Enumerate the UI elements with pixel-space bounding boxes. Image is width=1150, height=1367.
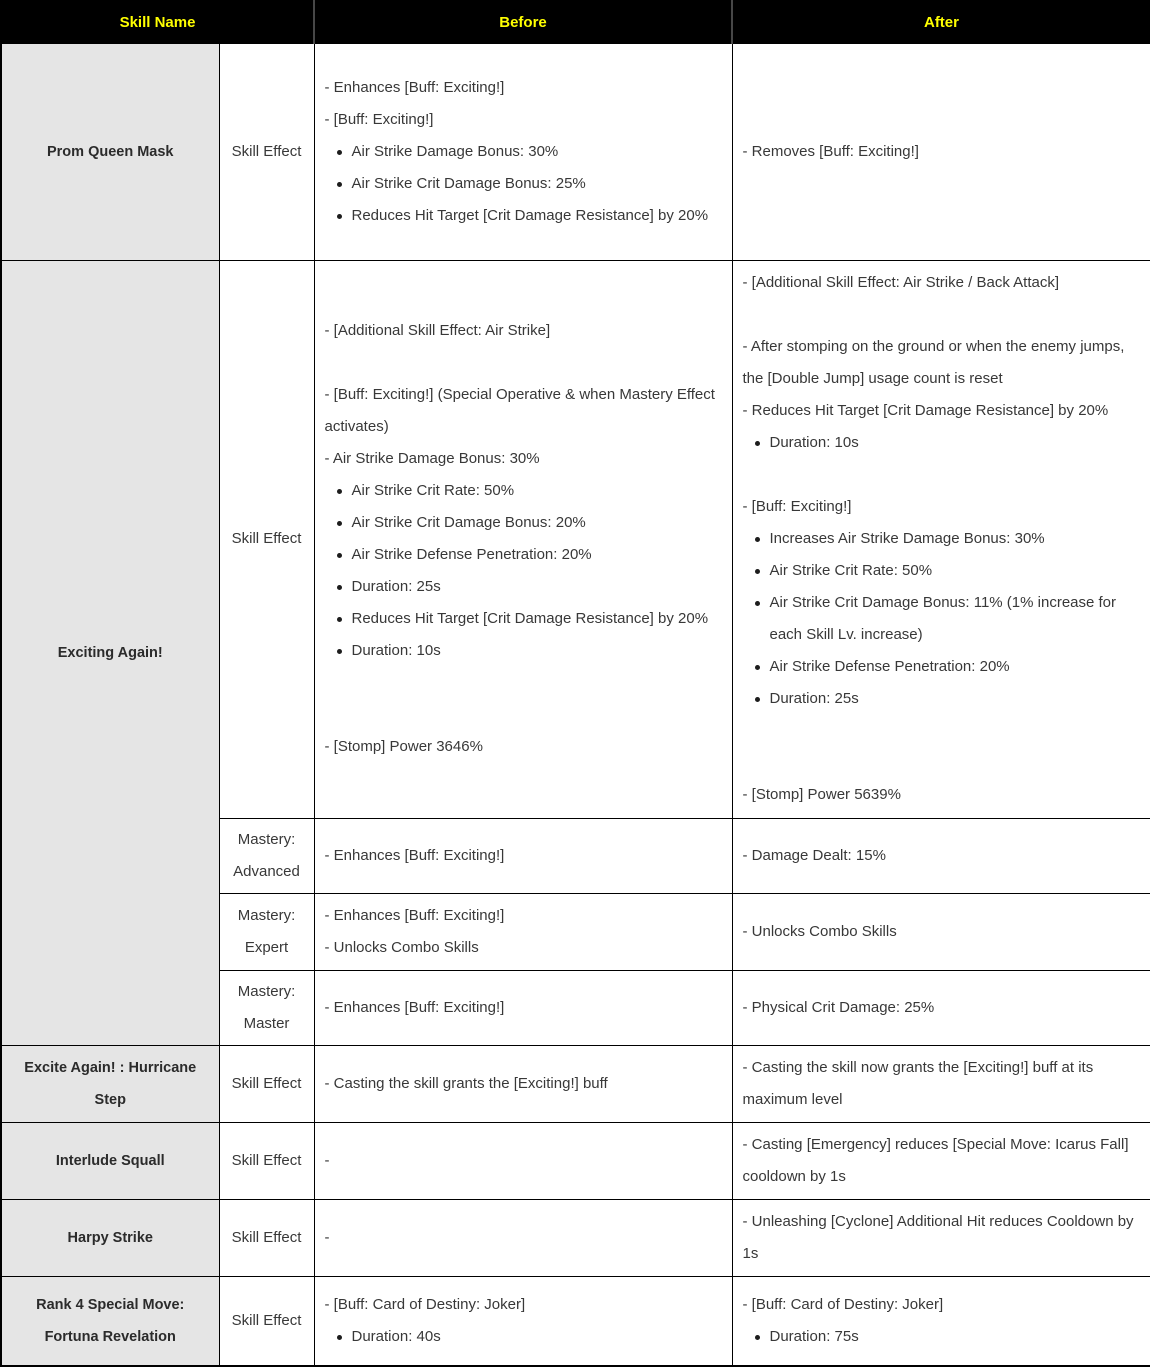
bullet-text: Air Strike Crit Rate: 50% [769,562,933,579]
bullet-text: Reduces Hit Target [Crit Damage Resistance] by 20% [351,206,709,224]
text-line: - [324,1151,330,1169]
text-line: - [Stomp] Power 3646% [324,738,483,755]
subrow-label-cell: Skill Effect [219,1199,314,1276]
before-cell [314,1276,732,1366]
table-row [1,1199,1150,1276]
bullet-text: Duration: 25s [769,690,859,707]
blank-line [743,299,1141,331]
bullet-item [743,683,1141,715]
text-line: - After stomping on the ground or when the enemy jumps, the [Double Jump] usage count is reset [742,338,1125,387]
skill-name-cell: Excite Again! : Hurricane Step [1,1045,219,1122]
bullet-item [325,475,722,507]
subrow-label-cell: Mastery: Expert [219,893,314,970]
bullet-item [325,1321,722,1353]
after-cell [732,1122,1150,1199]
subrow-label-cell: Mastery: Advanced [219,818,314,893]
blank-line [325,699,722,731]
bullet-item [325,507,722,539]
table-row [1,43,1150,260]
bullet-dot-icon [337,489,342,494]
subrow-label-cell: Skill Effect [219,260,314,818]
table-row [1,260,1150,818]
before-cell [314,1122,732,1199]
before-cell [314,970,732,1045]
bullet-item [743,427,1141,459]
text-line: - Damage Dealt: 15% [742,846,886,864]
before-cell [314,1045,732,1122]
after-cell [732,893,1150,970]
bullet-dot-icon [755,1335,760,1340]
text-line: - [324,1228,330,1246]
header-before: Before [314,1,732,43]
bullet-text: Duration: 75s [769,1327,859,1345]
bullet-dot-icon [337,617,342,622]
bullet-text: Increases Air Strike Damage Bonus: 30% [769,530,1045,547]
bullet-item [325,539,722,571]
bullet-text: Duration: 10s [769,434,859,451]
after-cell [732,1045,1150,1122]
bullet-item [325,136,722,168]
blank-line [743,459,1141,491]
text-line: - Enhances [Buff: Exciting!] [324,998,505,1016]
after-cell [732,1199,1150,1276]
bullet-dot-icon [755,569,760,574]
before-cell [314,43,732,260]
text-line: - Casting [Emergency] reduces [Special Move: Icarus Fall] cooldown by 1s [742,1135,1129,1185]
bullet-item [743,651,1141,683]
blank-line [325,347,722,379]
skill-name-cell: Interlude Squall [1,1122,219,1199]
subrow-label-cell: Skill Effect [219,1045,314,1122]
subrow-label-cell: Skill Effect [219,1276,314,1366]
bullet-text: Air Strike Crit Damage Bonus: 20% [351,514,586,531]
before-cell [314,1199,732,1276]
table-row [1,1122,1150,1199]
subrow-label-cell: Skill Effect [219,1122,314,1199]
text-line: - [Buff: Card of Destiny: Joker] [742,1295,944,1313]
bullet-item [325,635,722,667]
bullet-item [325,168,722,200]
after-cell [732,1276,1150,1366]
after-cell [732,260,1150,818]
subrow-label-cell: Mastery: Master [219,970,314,1045]
text-line: - Unlocks Combo Skills [324,938,479,956]
text-line: - [Buff: Exciting!] (Special Operative & when Mastery Effect activates) [324,386,715,435]
bullet-text: Air Strike Damage Bonus: 30% [351,142,559,160]
bullet-text: Air Strike Crit Damage Bonus: 25% [351,174,586,192]
text-line: - Casting the skill grants the [Exciting!] buff [324,1074,608,1092]
before-cell [314,818,732,893]
skill-name-cell: Prom Queen Mask [1,43,219,260]
bullet-dot-icon [755,665,760,670]
bullet-dot-icon [337,521,342,526]
table-row [1,1276,1150,1366]
text-line: - [Additional Skill Effect: Air Strike] [324,322,551,339]
bullet-text: Air Strike Crit Damage Bonus: 11% (1% increase for each Skill Lv. increase) [769,594,1117,643]
before-cell [314,260,732,818]
bullet-item [743,1321,1141,1353]
subrow-label-cell: Skill Effect [219,43,314,260]
text-line: - Air Strike Damage Bonus: 30% [324,450,540,467]
text-line: - [Additional Skill Effect: Air Strike / Back Attack] [742,274,1060,291]
header-skill-name: Skill Name [1,1,314,43]
blank-line [743,715,1141,747]
bullet-text: Duration: 10s [351,642,441,659]
text-line: - Removes [Buff: Exciting!] [742,142,919,160]
bullet-item [743,587,1141,651]
text-line: - [Stomp] Power 5639% [742,786,901,803]
bullet-text: Air Strike Crit Rate: 50% [351,482,515,499]
bullet-dot-icon [755,601,760,606]
text-line: - [Buff: Card of Destiny: Joker] [324,1295,526,1313]
bullet-item [743,555,1141,587]
text-line: - Reduces Hit Target [Crit Damage Resistance] by 20% [742,402,1109,419]
bullet-dot-icon [337,585,342,590]
header-row [1,1,1150,43]
bullet-dot-icon [337,553,342,558]
table-row [1,1045,1150,1122]
header-after: After [732,1,1150,43]
bullet-text: Reduces Hit Target [Crit Damage Resistance] by 20% [351,610,709,627]
bullet-dot-icon [337,182,342,187]
bullet-dot-icon [337,1335,342,1340]
blank-line [743,747,1141,779]
bullet-text: Duration: 40s [351,1327,441,1345]
before-cell [314,893,732,970]
bullet-item [325,571,722,603]
text-line: - [Buff: Exciting!] [742,498,852,515]
bullet-dot-icon [755,441,760,446]
text-line: - Physical Crit Damage: 25% [742,998,935,1016]
after-cell [732,818,1150,893]
text-line: - Enhances [Buff: Exciting!] [324,906,505,924]
blank-line [325,667,722,699]
bullet-item [325,603,722,635]
bullet-dot-icon [755,537,760,542]
bullet-item [743,523,1141,555]
bullet-dot-icon [755,697,760,702]
after-cell [732,970,1150,1045]
text-line: - Unleashing [Cyclone] Additional Hit reduces Cooldown by 1s [742,1212,1134,1262]
skill-name-cell: Rank 4 Special Move: Fortuna Revelation [1,1276,219,1366]
skill-name-cell: Exciting Again! [1,260,219,1045]
after-cell [732,43,1150,260]
text-line: - Unlocks Combo Skills [742,922,897,940]
text-line: - Casting the skill now grants the [Exciting!] buff at its maximum level [742,1058,1094,1108]
bullet-dot-icon [337,150,342,155]
bullet-text: Air Strike Defense Penetration: 20% [769,658,1010,675]
text-line: - Enhances [Buff: Exciting!] [324,78,505,96]
text-line: - [Buff: Exciting!] [324,110,434,128]
bullet-dot-icon [337,649,342,654]
bullet-item [325,200,722,232]
bullet-dot-icon [337,214,342,219]
bullet-text: Duration: 25s [351,578,441,595]
bullet-text: Air Strike Defense Penetration: 20% [351,546,592,563]
skill-name-cell: Harpy Strike [1,1199,219,1276]
text-line: - Enhances [Buff: Exciting!] [324,846,505,864]
